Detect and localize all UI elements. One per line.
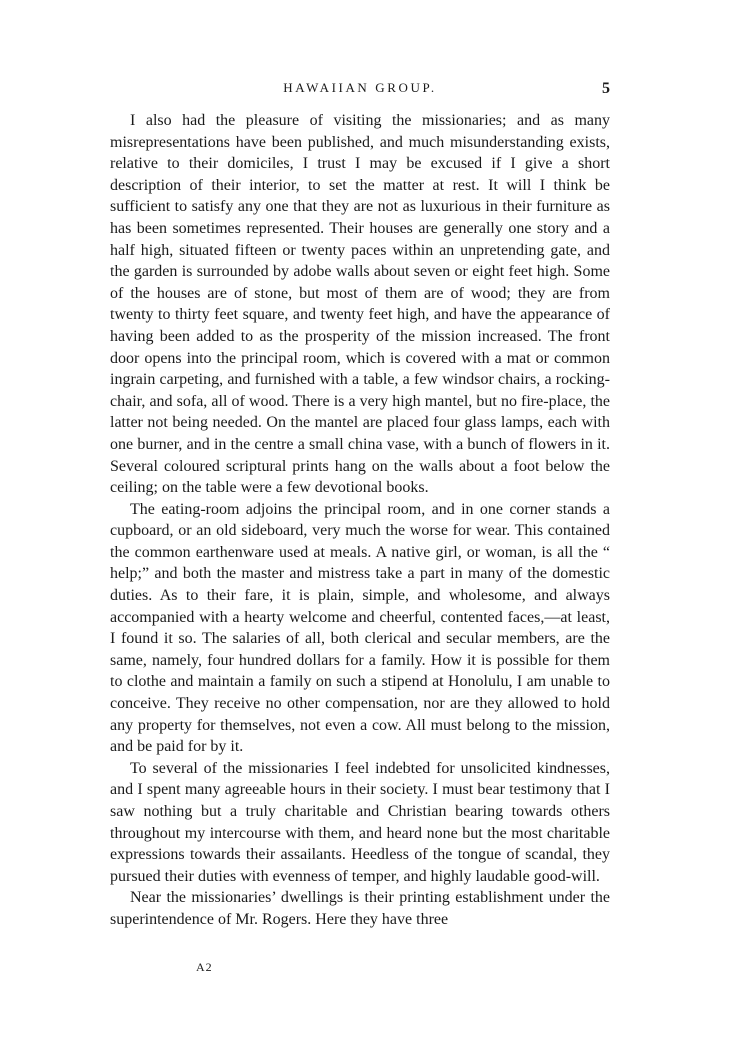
paragraph-eating-room: The eating-room adjoins the principal room, and in one corner stands a cupboard, or an old sideboard, very much the worse for wear. This contained the common earthenware used at meals. A native girl, or woman, is all the “ help;” and both the master and mistress take a part in many of the domestic duties. As to their fare, it is plain, simple, and wholesome, and always accompanied with a hearty welcome and cheerful, contented faces,—at least, I found it so. The salaries of all, both clerical and secular members, are the same, namely, four hundred dollars for a family. How it is possible for them to clothe and maintain a family on such a stipend at Honolulu, I am unable to conceive. They receive no other compensation, nor are they allowed to hold any property for themselves, not even a cow. All must belong to the mission, and be paid for by it. bbox=[110, 500, 610, 756]
page-number: 5 bbox=[602, 80, 610, 97]
running-head bbox=[110, 80, 610, 100]
paragraph-visit-missionaries: I also had the pleasure of visiting the missionaries; and as many misrepresentations have been published, and much misunderstanding exists, relative to their domiciles, I trust I may be excused if I give a short description of their interior, to set the matter at rest. It will I think be sufficient to satisfy any one that they are not as luxurious in their furniture as has been sometimes represented. Their houses are generally one story and a half high, situated fifteen or twenty paces within an unpretending gate, and the garden is surrounded by adobe walls about seven or eight feet high. Some of the houses are of stone, but most of them are of wood; they are from twenty to thirty feet square, and twenty feet high, and have the appearance of having been added to as the prosperity of the mission increased. The front door opens into the principal room, which is covered with a mat or common ingrain carpeting, and furnished with a table, a few windsor chairs, a rocking-chair, and sofa, all of wood. There is a very high mantel, but no fire-place, the latter not being needed. On the mantel are placed four glass lamps, each with one burner, and in the centre a small china vase, with a bunch of flowers in it. Several coloured scriptural prints hang on the walls about a foot below the ceiling; on the table were a few devotional books. bbox=[110, 112, 610, 497]
signature-mark: A2 bbox=[196, 960, 213, 974]
running-title: HAWAIIAN GROUP. bbox=[283, 80, 437, 95]
body-text bbox=[110, 110, 610, 931]
paragraph-unsolicited-kindnesses: To several of the missionaries I feel indebted for unsolicited kindnesses, and I spent many agreeable hours in their society. I must bear testimony that I saw nothing but a truly charitable and Christian bearing towards others throughout my intercourse with them, and heard none but the most charitable expressions towards their assailants. Heedless of the tongue of scandal, they pursued their duties with evenness of temper, and highly laudable good-will. bbox=[110, 759, 610, 885]
paragraph-printing-establishment: Near the missionaries’ dwellings is their printing establishment under the superintendence of Mr. Rogers. Here they have three bbox=[110, 889, 610, 928]
